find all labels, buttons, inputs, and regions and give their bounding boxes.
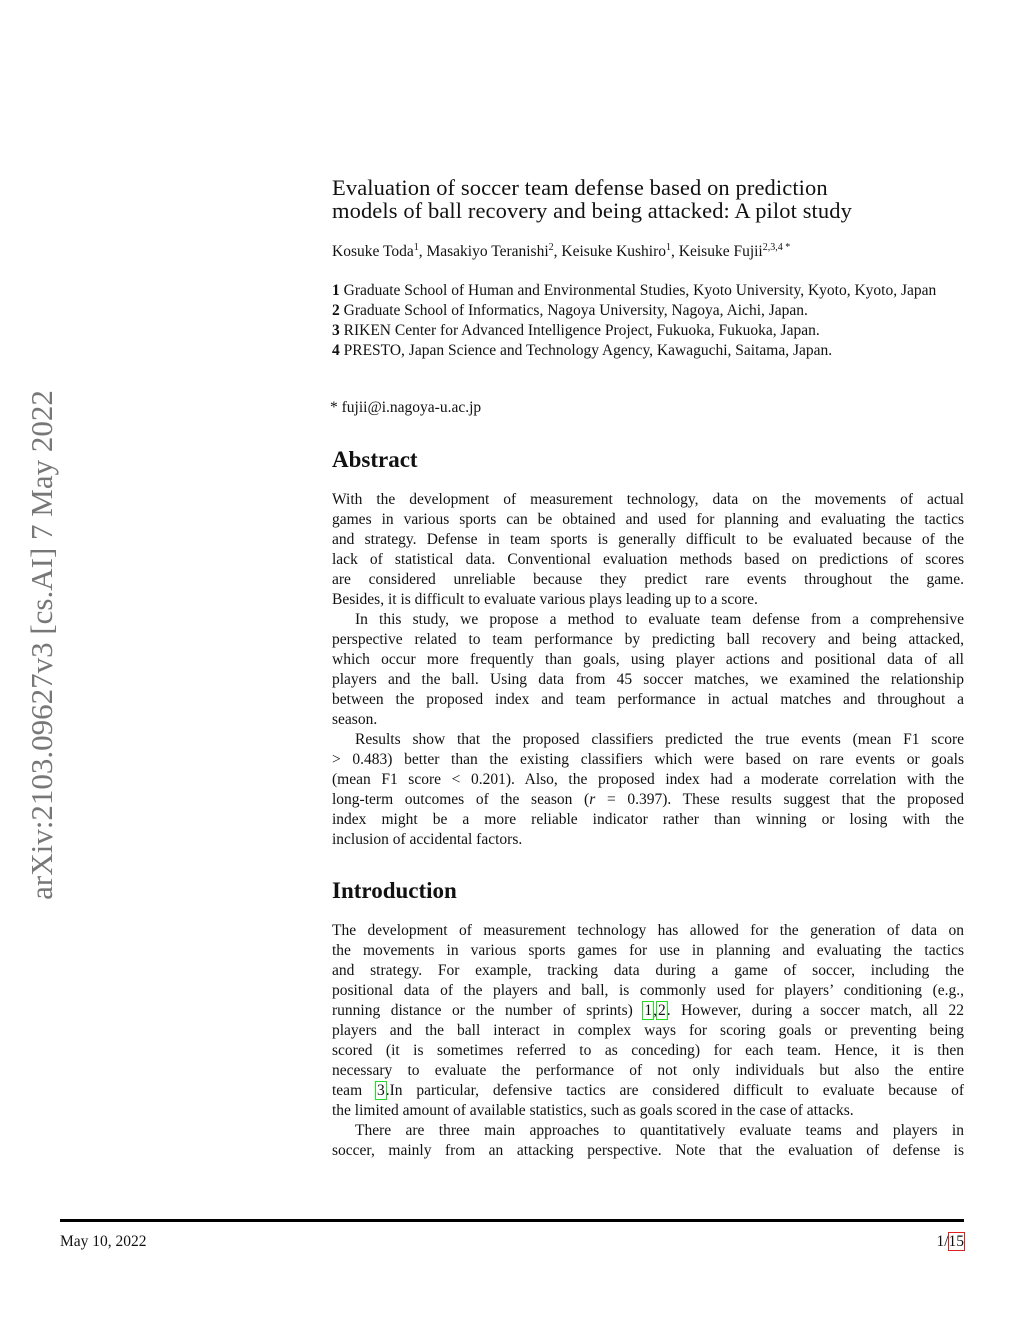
text-segment: team <box>332 1082 376 1099</box>
text-line <box>332 981 964 1001</box>
text-segment: players and the ball. Using data from 45 soccer matches, we examined the relationship <box>332 671 964 688</box>
footer-rule <box>60 1219 964 1222</box>
text-segment: which occur more frequently than goals, using player actions and positional data of all <box>332 651 964 668</box>
text-segment: inclusion of accidental factors. <box>332 831 523 848</box>
page-number: 1/15 <box>936 1233 964 1250</box>
author-affiliation: 2,3,4 * <box>762 242 791 253</box>
total-pages-link[interactable]: 15 <box>948 1233 964 1250</box>
title-line: models of ball recovery and being attacked: A pilot study <box>332 198 852 223</box>
text-segment: necessary to evaluate the performance of not only individuals but also the entire <box>332 1062 964 1079</box>
affiliation: 1 Graduate School of Human and Environmental Studies, Kyoto University, Kyoto, Kyoto, Japan <box>332 282 937 299</box>
text-line <box>332 921 964 941</box>
affiliations <box>332 281 964 361</box>
affiliation: 4 PRESTO, Japan Science and Technology Agency, Kawaguchi, Saitama, Japan. <box>332 342 833 359</box>
text-segment: index might be a more reliable indicator rather than winning or losing with the <box>332 811 964 828</box>
author-affiliation: 1 <box>413 242 419 253</box>
text-segment: soccer, mainly from an attacking perspective. Note that the evaluation of defense is <box>332 1142 964 1159</box>
introduction-body <box>332 921 964 1161</box>
text-segment: and strategy. Defense in team sports is generally difficult to be evaluated because of the <box>332 531 964 548</box>
text-line <box>332 1101 964 1121</box>
author: Kosuke Toda <box>332 243 414 260</box>
math-variable: r <box>589 791 596 808</box>
text-line <box>332 1061 964 1081</box>
text-segment: long-term outcomes of the season ( <box>332 791 590 808</box>
text-line <box>332 1021 964 1041</box>
text-segment: and strategy. For example, tracking data during a game of soccer, including the <box>332 962 964 979</box>
arxiv-stamp: arXiv:2103.09627v3 [cs.AI] 7 May 2022 <box>24 390 59 900</box>
author: Keisuke Fujii <box>678 243 763 260</box>
text-segment: are considered unreliable because they predict rare events throughout the game. <box>332 571 964 588</box>
text-line <box>332 550 964 570</box>
text-line <box>332 770 964 790</box>
text-line <box>332 570 964 590</box>
abstract-body <box>332 490 964 850</box>
text-line <box>332 690 964 710</box>
citation-link[interactable]: 3 <box>376 1082 385 1099</box>
text-line <box>332 710 964 730</box>
author-affiliation: 2 <box>548 242 554 253</box>
text-segment: , <box>653 1002 657 1019</box>
text-line <box>332 961 964 981</box>
text-segment: scored (it is sometimes referred to as conceding) for each team. Hence, it is then <box>332 1042 964 1059</box>
text-line <box>332 490 964 510</box>
text-line <box>332 610 964 630</box>
author-list: Kosuke Toda$^1$, Masakiyo Teranishi$^2$, Keisuke Kushiro$^1$, Keisuke Fujii$^{2,3,4 *}$ <box>332 242 791 260</box>
text-line <box>332 630 964 650</box>
corresponding-email[interactable]: * fujii@i.nagoya-u.ac.jp <box>330 399 482 416</box>
introduction-heading: Introduction <box>332 878 457 903</box>
citation-link[interactable]: 1 <box>644 1002 653 1019</box>
text-line <box>332 650 964 670</box>
text-segment: lack of statistical data. Conventional evaluation methods based on predictions of scores <box>332 551 964 568</box>
text-line <box>332 1121 964 1141</box>
paper-title <box>332 176 852 222</box>
text-line <box>332 941 964 961</box>
text-line <box>332 670 964 690</box>
text-segment: With the development of measurement technology, data on the movements of actual <box>332 491 964 508</box>
text-segment: = 0.397). These results suggest that the proposed <box>595 791 964 808</box>
text-segment: In this study, we propose a method to evaluate team defense from a comprehensive <box>355 611 964 628</box>
footer-date: May 10, 2022 <box>60 1233 147 1250</box>
text-segment: season. <box>332 711 378 728</box>
text-line <box>332 510 964 530</box>
abstract-heading: Abstract <box>332 447 418 472</box>
text-segment: positional data of the players and ball, is commonly used for players’ conditioning (e.g., <box>332 982 964 999</box>
text-line <box>332 1001 964 1021</box>
text-segment: the movements in various sports games for use in planning and evaluating the tactics <box>332 942 964 959</box>
text-line <box>332 1041 964 1061</box>
text-segment: Results show that the proposed classifiers predicted the true events (mean F1 score <box>355 731 964 748</box>
text-segment: . However, during a soccer match, all 22 <box>666 1002 964 1019</box>
text-segment: players and the ball interact in complex ways for scoring goals or preventing being <box>332 1022 964 1039</box>
text-line <box>332 590 964 610</box>
text-segment: There are three main approaches to quantitatively evaluate teams and players in <box>355 1122 964 1139</box>
text-line <box>332 790 964 810</box>
text-segment: between the proposed index and team performance in actual matches and throughout a <box>332 691 964 708</box>
text-line <box>332 1081 964 1101</box>
citation-link[interactable]: 2 <box>657 1002 666 1019</box>
title-line: Evaluation of soccer team defense based on prediction <box>332 175 828 200</box>
text-segment: The development of measurement technology has allowed for the generation of data on <box>332 922 964 939</box>
text-line <box>332 1141 964 1161</box>
text-segment: Besides, it is difficult to evaluate various plays leading up to a score. <box>332 591 758 608</box>
author: Keisuke Kushiro <box>561 243 667 260</box>
text-line <box>332 530 964 550</box>
author: Masakiyo Teranishi <box>426 243 549 260</box>
author-affiliation: 1 <box>666 242 672 253</box>
text-segment: the limited amount of available statistics, such as goals scored in the case of attacks. <box>332 1102 854 1119</box>
text-line <box>332 810 964 830</box>
text-segment: > 0.483) better than the existing classifiers which were based on rare events or goals <box>332 751 964 768</box>
affiliation: 2 Graduate School of Informatics, Nagoya University, Nagoya, Aichi, Japan. <box>332 302 808 319</box>
text-segment: (mean F1 score < 0.201). Also, the proposed index had a moderate correlation with the <box>332 771 964 788</box>
affiliation: 3 RIKEN Center for Advanced Intelligence Project, Fukuoka, Fukuoka, Japan. <box>332 322 820 339</box>
text-segment: running distance or the number of sprints) <box>332 1002 644 1019</box>
text-segment: games in various sports can be obtained and used for planning and evaluating the tactics <box>332 511 964 528</box>
text-segment: perspective related to team performance by predicting ball recovery and being attacked, <box>332 631 964 648</box>
text-line <box>332 830 964 850</box>
text-line <box>332 750 964 770</box>
text-line <box>332 730 964 750</box>
text-segment: .In particular, defensive tactics are considered difficult to evaluate because of <box>385 1082 965 1099</box>
